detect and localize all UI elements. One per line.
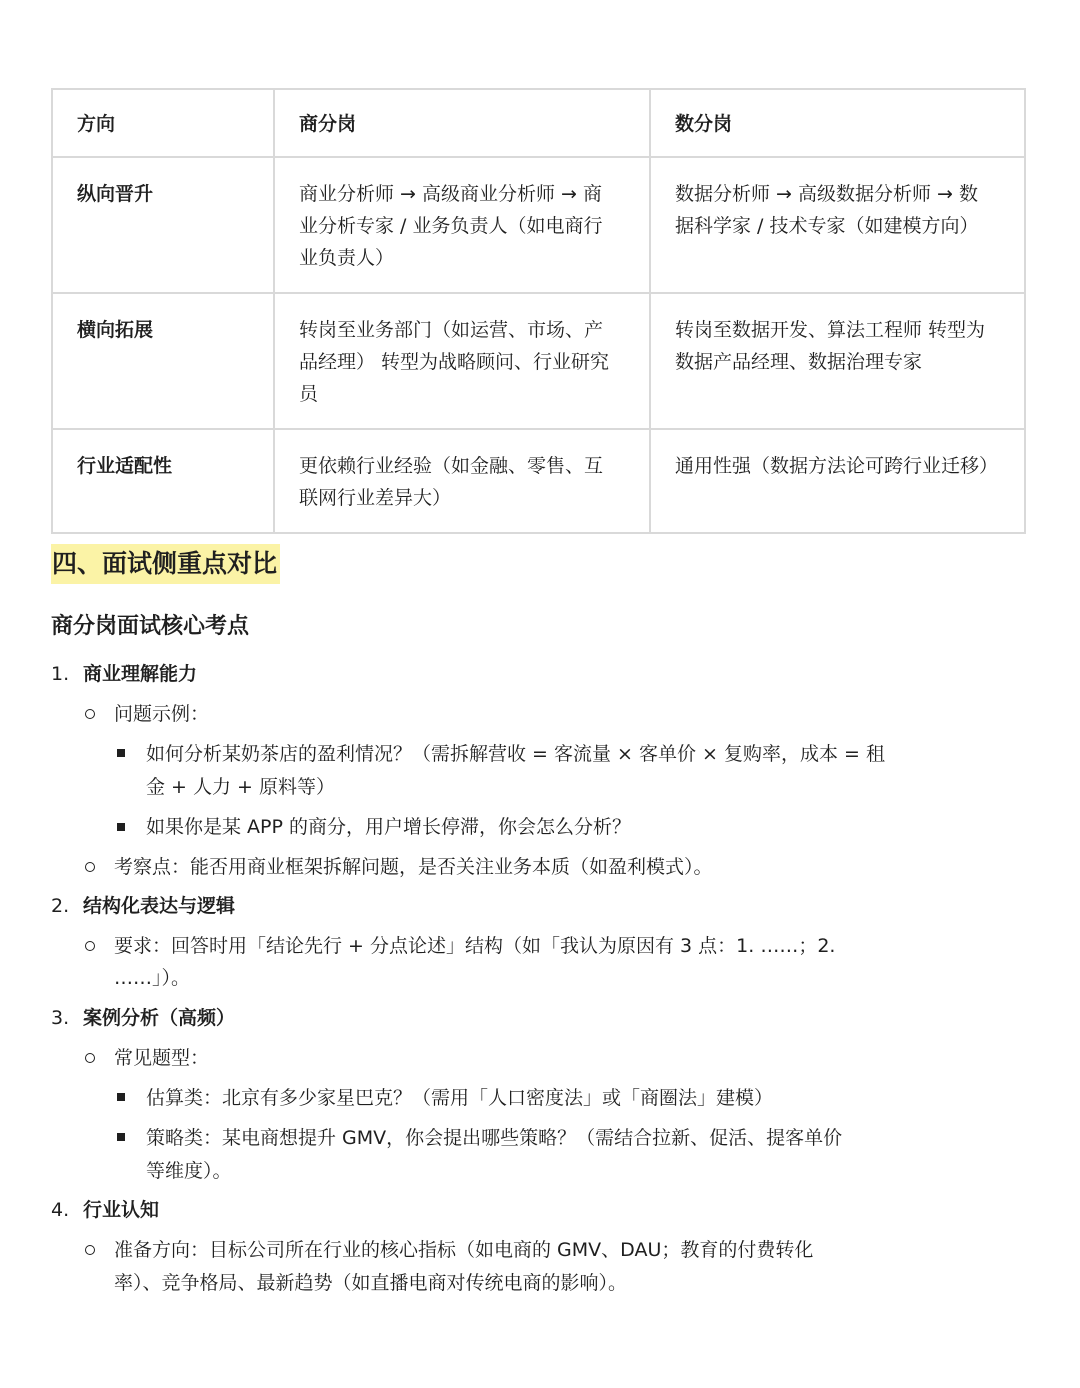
data-cell: 通用性强（数据方法论可跨行业迁移）	[650, 429, 1025, 533]
square-bullet-icon	[117, 749, 125, 757]
list-item: 常见题型：	[114, 1047, 210, 1069]
list-item-continuation: ……」）。	[114, 967, 191, 989]
header-data-analyst: 数分岗	[650, 89, 1025, 157]
square-bullet-icon	[117, 1133, 125, 1141]
table-row	[52, 293, 1025, 429]
list-number: 1.	[51, 663, 70, 685]
table-row	[52, 429, 1025, 533]
square-bullet-icon	[117, 1093, 125, 1101]
list-item-continuation: 等维度）。	[146, 1160, 232, 1182]
list-item-title: 案例分析（高频）	[83, 1007, 236, 1029]
data-cell: 数据分析师 → 高级数据分析师 → 数 据科学家 / 技术专家（如建模方向）	[650, 157, 1025, 293]
list-number: 4.	[51, 1199, 70, 1221]
table-header-row	[52, 89, 1025, 157]
circle-bullet-icon	[85, 862, 95, 872]
list-item: 如果你是某 APP 的商分，用户增长停滞，你会怎么分析？	[146, 816, 631, 838]
row-label: 行业适配性	[52, 429, 274, 533]
list-item: 要求：回答时用「结论先行 + 分点论述」结构（如「我认为原因有 3 点：1. ……；2.	[114, 935, 836, 957]
list-item-continuation: 率）、竞争格局、最新趋势（如直播电商对传统电商的影响）。	[114, 1272, 628, 1294]
square-bullet-icon	[117, 823, 125, 831]
data-cell: 转岗至数据开发、算法工程师 转型为 数据产品经理、数据治理专家	[650, 293, 1025, 429]
header-direction: 方向	[52, 89, 274, 157]
list-item: 准备方向：目标公司所在行业的核心指标（如电商的 GMV、DAU；教育的付费转化	[114, 1239, 814, 1261]
list-item-title: 行业认知	[83, 1199, 160, 1221]
list-number: 2.	[51, 895, 70, 917]
list-item: 如何分析某奶茶店的盈利情况？（需拆解营收 = 客流量 × 客单价 × 复购率，成本 = 租	[146, 743, 885, 765]
section-title: 四、面试侧重点对比	[51, 544, 280, 584]
row-label: 横向拓展	[52, 293, 274, 429]
list-item: 策略类：某电商想提升 GMV，你会提出哪些策略？（需结合拉新、促活、提客单价	[146, 1127, 843, 1149]
list-item: 考察点：能否用商业框架拆解问题，是否关注业务本质（如盈利模式）。	[114, 856, 713, 878]
list-item-title: 商业理解能力	[83, 663, 198, 685]
business-cell: 转岗至业务部门（如运营、市场、产 品经理） 转型为战略顾问、行业研究 员	[274, 293, 650, 429]
business-cell: 更依赖行业经验（如金融、零售、互 联网行业差异大）	[274, 429, 650, 533]
list-item: 估算类：北京有多少家星巴克？（需用「人口密度法」或「商圈法」建模）	[146, 1087, 774, 1109]
business-cell: 商业分析师 → 高级商业分析师 → 商 业分析专家 / 业务负责人（如电商行 业负责人）	[274, 157, 650, 293]
comparison-table	[51, 88, 1026, 534]
circle-bullet-icon	[85, 941, 95, 951]
table-row	[52, 157, 1025, 293]
list-item: 问题示例：	[114, 703, 210, 725]
list-item-continuation: 金 + 人力 + 原料等）	[146, 776, 335, 798]
circle-bullet-icon	[85, 1245, 95, 1255]
list-number: 3.	[51, 1007, 70, 1029]
row-label: 纵向晋升	[52, 157, 274, 293]
subsection-title: 商分岗面试核心考点	[51, 614, 250, 639]
header-business-analyst: 商分岗	[274, 89, 650, 157]
list-item-title: 结构化表达与逻辑	[83, 895, 236, 917]
circle-bullet-icon	[85, 709, 95, 719]
circle-bullet-icon	[85, 1053, 95, 1063]
